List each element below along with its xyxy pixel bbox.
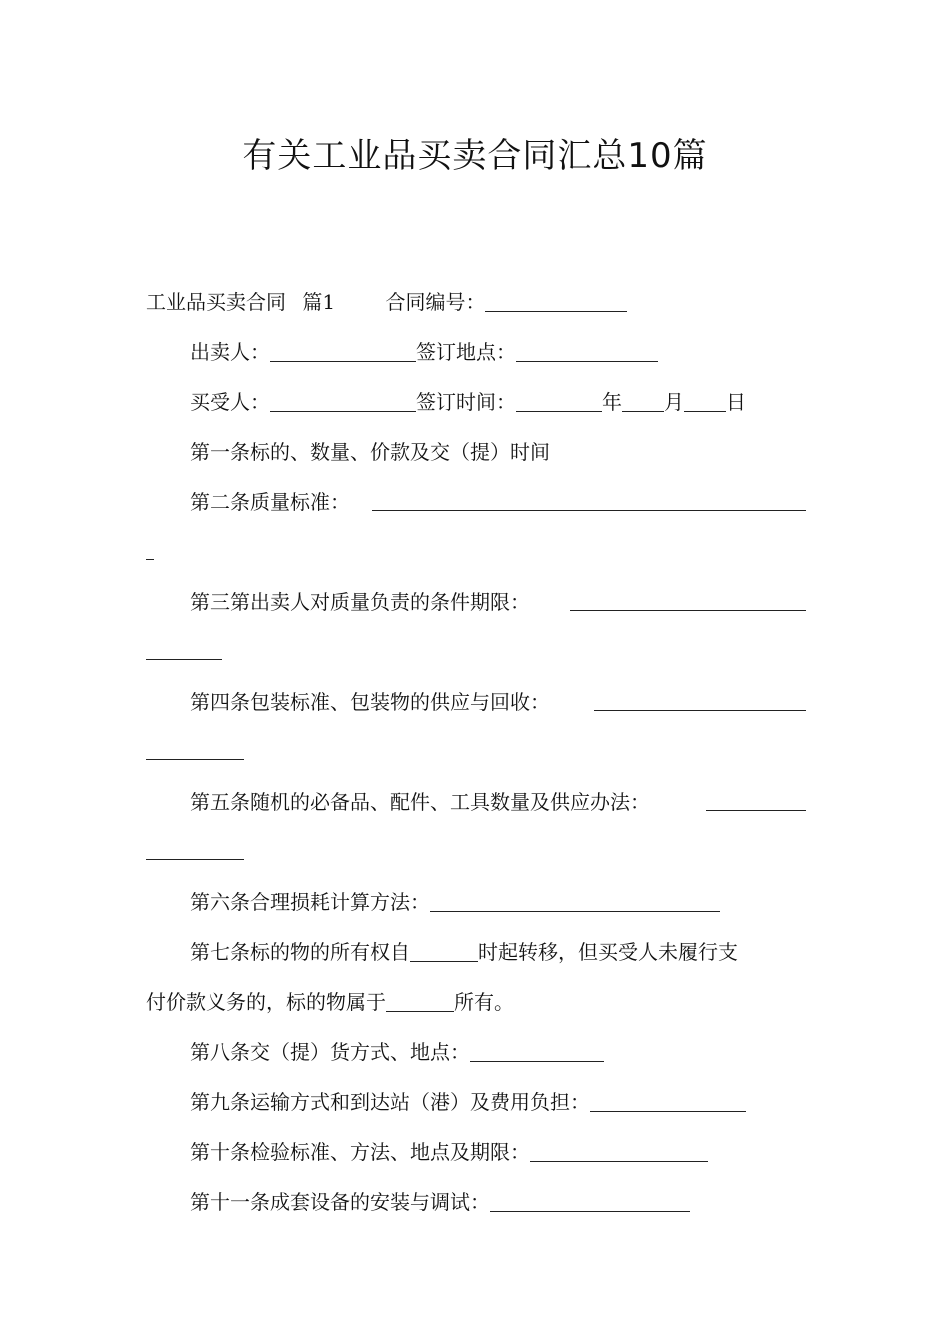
clause-7-text-a: 第七条标的物的所有权自 — [190, 940, 410, 964]
clause-10 — [190, 1139, 708, 1165]
clause-5-blank — [706, 810, 806, 811]
clause-4-blank-cont — [146, 759, 244, 760]
contract-header-line — [146, 289, 627, 315]
seller-line — [190, 339, 658, 365]
clause-7-text-d: 所有。 — [454, 990, 514, 1014]
clause-11-text: 第十一条成套设备的安装与调试： — [190, 1190, 490, 1214]
buyer-line — [190, 389, 746, 415]
seller-blank — [270, 343, 416, 362]
buyer-blank — [270, 393, 416, 412]
clause-2-blank-cont — [146, 559, 154, 560]
clause-11-blank — [490, 1193, 690, 1212]
month-label: 月 — [664, 390, 684, 414]
year-label: 年 — [602, 390, 622, 414]
part-label: 篇1 — [302, 290, 336, 314]
clause-7-line-1 — [190, 939, 738, 965]
clause-7-transfer-blank — [410, 943, 478, 962]
clause-6-blank — [430, 893, 720, 912]
clause-4: 第四条包装标准、包装物的供应与回收： — [190, 690, 550, 714]
clause-10-text: 第十条检验标准、方法、地点及期限： — [190, 1140, 530, 1164]
clause-8 — [190, 1039, 604, 1065]
clause-8-text: 第八条交（提）货方式、地点： — [190, 1040, 470, 1064]
clause-5: 第五条随机的必备品、配件、工具数量及供应办法： — [190, 790, 650, 814]
document-title: 有关工业品买卖合同汇总10篇 — [242, 136, 708, 176]
clause-2: 第二条质量标准： — [190, 490, 350, 514]
contract-number-blank — [485, 293, 627, 312]
clause-9 — [190, 1089, 746, 1115]
clause-9-text: 第九条运输方式和到达站（港）及费用负担： — [190, 1090, 590, 1114]
contract-label: 工业品买卖合同 — [146, 290, 286, 314]
clause-10-blank — [530, 1143, 708, 1162]
clause-7-owner-blank — [386, 993, 454, 1012]
clause-7-text-c: 付价款义务的，标的物属于 — [146, 990, 386, 1014]
clause-9-blank — [590, 1093, 746, 1112]
clause-7-line-2 — [146, 989, 514, 1015]
contract-number-label: 合同编号： — [385, 290, 486, 314]
clause-1: 第一条标的、数量、价款及交（提）时间 — [190, 440, 550, 464]
year-blank — [516, 393, 602, 412]
clause-3-blank-cont — [146, 659, 222, 660]
sign-place-blank — [516, 343, 658, 362]
clause-2-blank — [372, 510, 806, 511]
clause-5-blank-cont — [146, 859, 244, 860]
sign-place-label: 签订地点： — [416, 340, 516, 364]
clause-4-blank — [594, 710, 806, 711]
clause-7-text-b: 时起转移，但买受人未履行支 — [478, 940, 738, 964]
month-blank — [622, 393, 664, 412]
clause-6-text: 第六条合理损耗计算方法： — [190, 890, 430, 914]
day-label: 日 — [726, 390, 746, 414]
sign-time-label: 签订时间： — [416, 390, 516, 414]
clause-11 — [190, 1189, 690, 1215]
buyer-label: 买受人： — [190, 390, 270, 414]
seller-label: 出卖人： — [190, 340, 270, 364]
clause-3-blank — [570, 610, 806, 611]
clause-6 — [190, 889, 720, 915]
clause-8-blank — [470, 1043, 604, 1062]
clause-3: 第三第出卖人对质量负责的条件期限： — [190, 590, 530, 614]
day-blank — [684, 393, 726, 412]
